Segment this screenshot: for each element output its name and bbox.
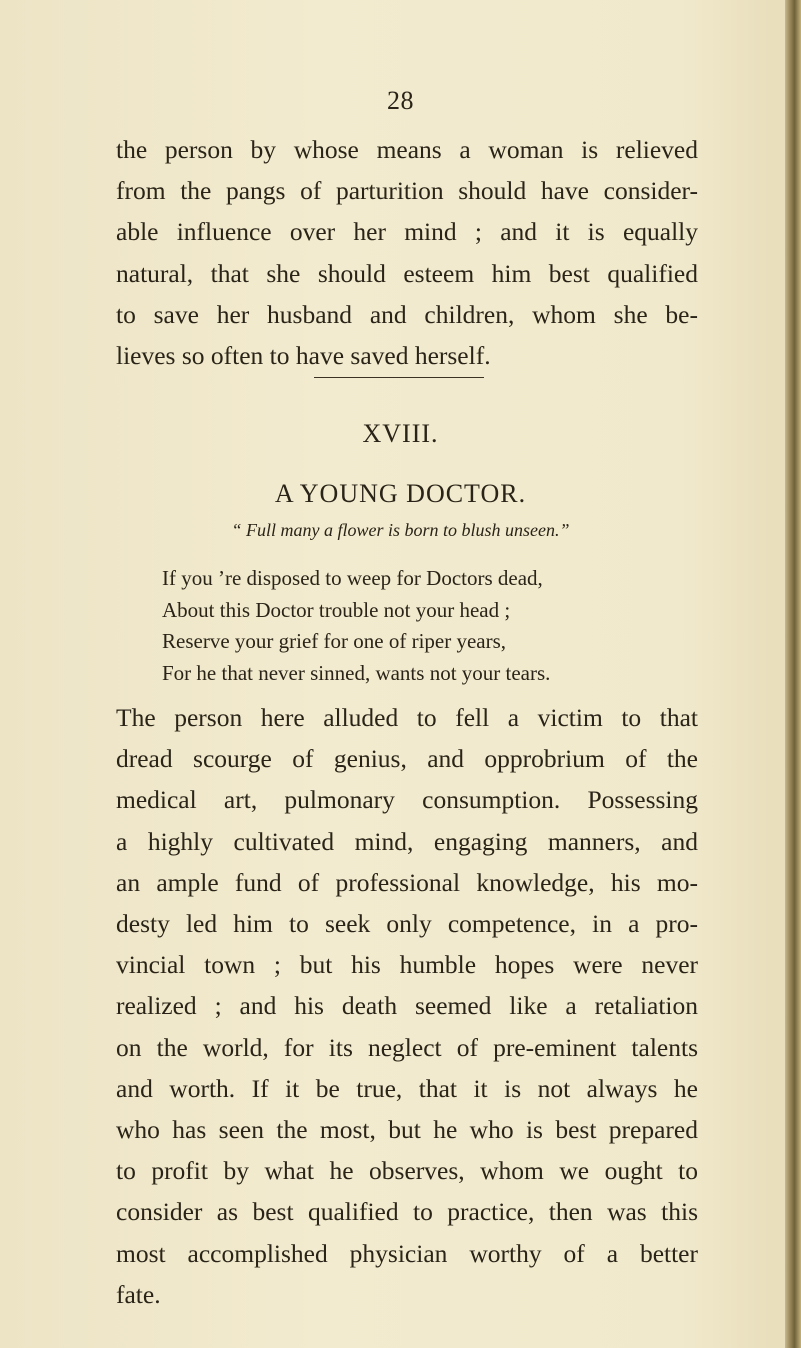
- epigraph: “ Full many a flower is born to blush unseen.”: [231, 520, 570, 540]
- paragraph-line: from the pangs of parturition should have consider-: [116, 176, 698, 206]
- verse-line: For he that never sinned, wants not your tears.: [162, 660, 551, 685]
- opening-paragraph: [116, 129, 698, 376]
- paragraph-line: medical art, pulmonary consumption. Possessing: [116, 785, 698, 815]
- paragraph-line: The person here alluded to fell a victim to that: [116, 703, 698, 732]
- paragraph-line: natural, that she should esteem him best qualified: [116, 258, 698, 288]
- body-paragraph: [116, 697, 698, 1315]
- verse: [162, 563, 550, 689]
- paragraph-line: dread scourge of genius, and opprobrium of the: [116, 744, 698, 774]
- paragraph-line: lieves so often to have saved herself.: [116, 341, 491, 371]
- paragraph-line: who has seen the most, but he who is best prepared: [116, 1115, 698, 1145]
- verse-line: About this Doctor trouble not your head ;: [162, 597, 511, 622]
- verse-line: Reserve your grief for one of riper years,: [162, 629, 507, 653]
- paragraph-line: to profit by what he observes, whom we ought to: [116, 1156, 698, 1186]
- section-numeral: XVIII.: [362, 419, 439, 448]
- paragraph-line: a highly cultivated mind, engaging manners, and: [116, 826, 698, 856]
- page-number: 28: [387, 86, 414, 115]
- paragraph-line: most accomplished physician worthy of a better: [116, 1238, 698, 1268]
- section-title: A YOUNG DOCTOR.: [274, 479, 527, 508]
- paragraph-line: able influence over her mind ; and it is equally: [116, 217, 698, 247]
- paragraph-line: consider as best qualified to practice, then was this: [116, 1197, 698, 1227]
- paragraph-line: an ample fund of professional knowledge, his mo-: [116, 867, 698, 897]
- paragraph-line: realized ; and his death seemed like a retaliation: [116, 991, 698, 1021]
- paragraph-line: desty led him to seek only competence, in a pro-: [116, 909, 698, 939]
- paragraph-line: fate.: [116, 1279, 161, 1309]
- book-spine-edge: [785, 0, 801, 1348]
- paragraph-line: the person by whose means a woman is relieved: [116, 135, 698, 164]
- paragraph-line: to save her husband and children, whom she be-: [116, 299, 698, 329]
- paragraph-line: on the world, for its neglect of pre-eminent talents: [116, 1032, 698, 1062]
- verse-line: If you ’re disposed to weep for Doctors dead,: [162, 566, 543, 590]
- paragraph-line: vincial town ; but his humble hopes were never: [116, 950, 698, 980]
- section-divider: [314, 377, 484, 378]
- paragraph-line: and worth. If it be true, that it is not always he: [116, 1073, 698, 1103]
